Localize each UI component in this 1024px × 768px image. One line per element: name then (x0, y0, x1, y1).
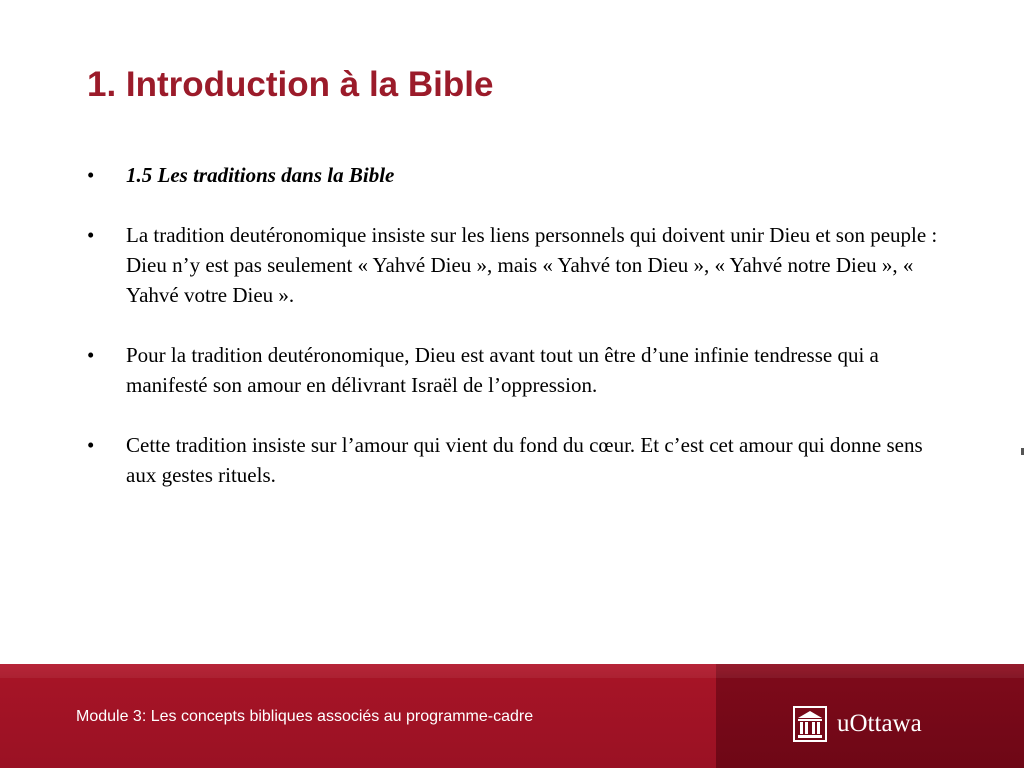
bullet-item (87, 220, 947, 310)
university-building-icon (792, 704, 828, 744)
bullet-text: 1.5 Les traditions dans la Bible (126, 163, 395, 187)
footer (0, 664, 1024, 768)
bullet-symbol: • (87, 433, 95, 457)
slide-title: 1. Introduction à la Bible (87, 65, 494, 104)
bullet-symbol: • (87, 223, 95, 247)
bullet-list (87, 160, 947, 520)
bullet-item-heading (87, 160, 947, 190)
bullet-text: Cette tradition insiste sur l’amour qui vient du fond du cœur. Et c’est cet amour qui donne sens aux gestes rituels. (126, 433, 923, 487)
bullet-text: Pour la tradition deutéronomique, Dieu est avant tout un être d’une infinie tendresse qui a manifesté son amour en délivrant Israël de l’oppression. (126, 343, 879, 397)
bullet-symbol: • (87, 163, 95, 187)
bullet-item (87, 430, 947, 490)
uottawa-logo (792, 704, 922, 744)
bullet-item (87, 340, 947, 400)
logo-text: uOttawa (837, 710, 922, 737)
footer-module-text: Module 3: Les concepts bibliques associés au programme-cadre (76, 708, 534, 725)
bullet-symbol: • (87, 343, 95, 367)
footer-top-band (0, 664, 1024, 678)
bullet-text: La tradition deutéronomique insiste sur les liens personnels qui doivent unir Dieu et son peuple : Dieu n’y est pas seulement « Yahvé Dieu », mais « Yahvé ton Dieu », « Yahvé notre Dieu », « Yahvé votre Dieu ». (126, 223, 938, 307)
